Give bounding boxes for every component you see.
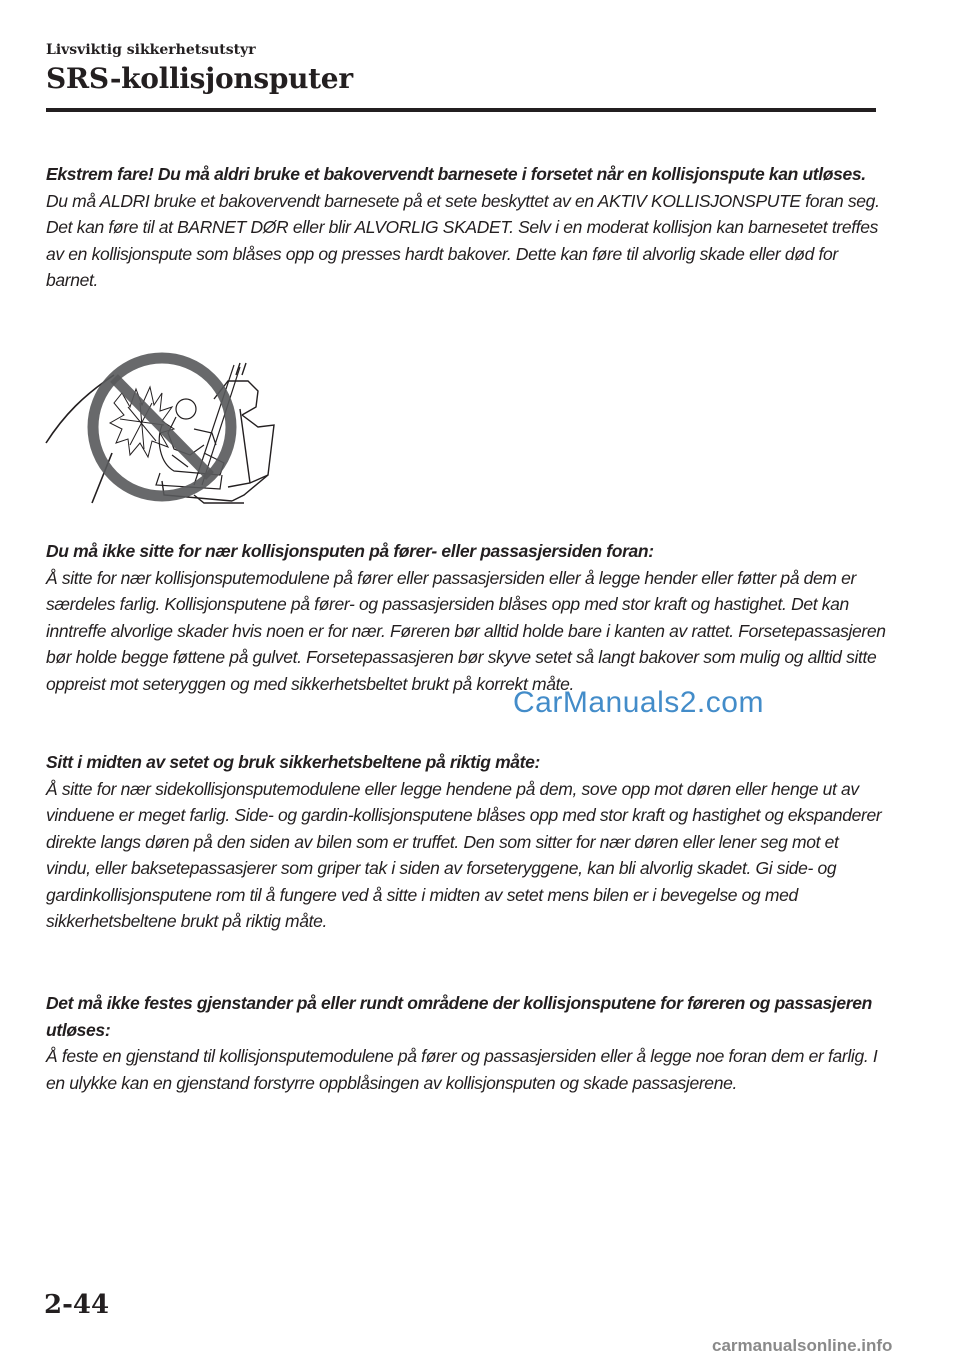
warning-sitting-too-close [46, 538, 886, 697]
warning-body: Å sitte for nær kollisjonsputemodulene på fører eller passasjersiden eller å legge hender eller føtter på dem er særdeles farlig. Kollisjonsputene på fører- og passasjersiden blåses opp med stor kraft og hastighet. Det kan inntreffe alvorlige skader hvis noen er for nær. Føreren bør alltid holde bare i kanten av rattet. Forsetepassasjeren bør holde begge føttene på gulvet. Forsetepassasjeren bør skyve setet så langt bakover som mulig og alltid sitte oppreist mot seteryggen og med sikkerhetsbeltet brukt på korrekt måte. [46, 567, 886, 694]
warning-rear-facing-seat [46, 161, 886, 294]
warning-no-objects [46, 990, 886, 1096]
watermark-link[interactable]: CarManuals2.com [513, 686, 764, 719]
page-title: SRS-kollisjonsputer [46, 62, 353, 95]
warning-lead: Det må ikke festes gjenstander på eller rundt områdene der kollisjonsputene for føreren og passasjeren utløses: [46, 993, 872, 1040]
warning-body: Du må ALDRI bruke et bakovervendt barnesete på et sete beskyttet av en AKTIV KOLLISJONSPUTE foran seg. Det kan føre til at BARNET DØR eller blir ALVORLIG SKADET. Selv i en moderat kollisjon kan barnesetet treffes av en kollisjonspute som blåses opp og presses hardt bakover. Dette kan føre til alvorlig skade eller død for barnet. [46, 190, 880, 290]
warning-lead: Du må ikke sitte for nær kollisjonsputen på fører- eller passasjersiden foran: [46, 541, 654, 561]
prohibited-rear-facing-child-seat-icon [44, 345, 280, 507]
page-header [46, 40, 876, 96]
footer-site-link[interactable]: carmanualsonline.info [712, 1336, 893, 1355]
header-rule [46, 108, 876, 112]
warning-body: Å feste en gjenstand til kollisjonsputemodulene på fører og passasjersiden eller å legge noe foran dem er farlig. I en ulykke kan en gjenstand forstyrre oppblåsingen av kollisjonsputen og skade passasjerene. [46, 1046, 878, 1093]
section-label: Livsviktig sikkerhetsutstyr [46, 42, 256, 58]
warning-sit-in-middle [46, 749, 886, 935]
warning-lead: Ekstrem fare! Du må aldri bruke et bakovervendt barnesete i forsetet når en kollisjonspute kan utløses. [46, 164, 866, 184]
warning-body: Å sitte for nær sidekollisjonsputemodulene eller legge hendene på dem, sove opp mot døren eller henge ut av vinduene er meget farlig. Side- og gardin-kollisjonsputene blåses opp med stor kraft og hastighet og ekspanderer direkte langs døren på den siden av bilen som er truffet. Den som sitter for nær døren eller lener seg mot et vindu, eller baksetepassasjerer som griper tak i siden av forseteryggene, kan bli alvorlig skadet. Gi side- og gardinkollisjonsputene rom til å fungere ved å sitte i midten av setet mens bilen er i bevegelse og med sikkerhetsbeltene brukt på riktig måte. [46, 778, 882, 931]
page-number: 2-44 [44, 1290, 110, 1320]
warning-lead: Sitt i midten av setet og bruk sikkerhetsbeltene på riktig måte: [46, 752, 540, 772]
